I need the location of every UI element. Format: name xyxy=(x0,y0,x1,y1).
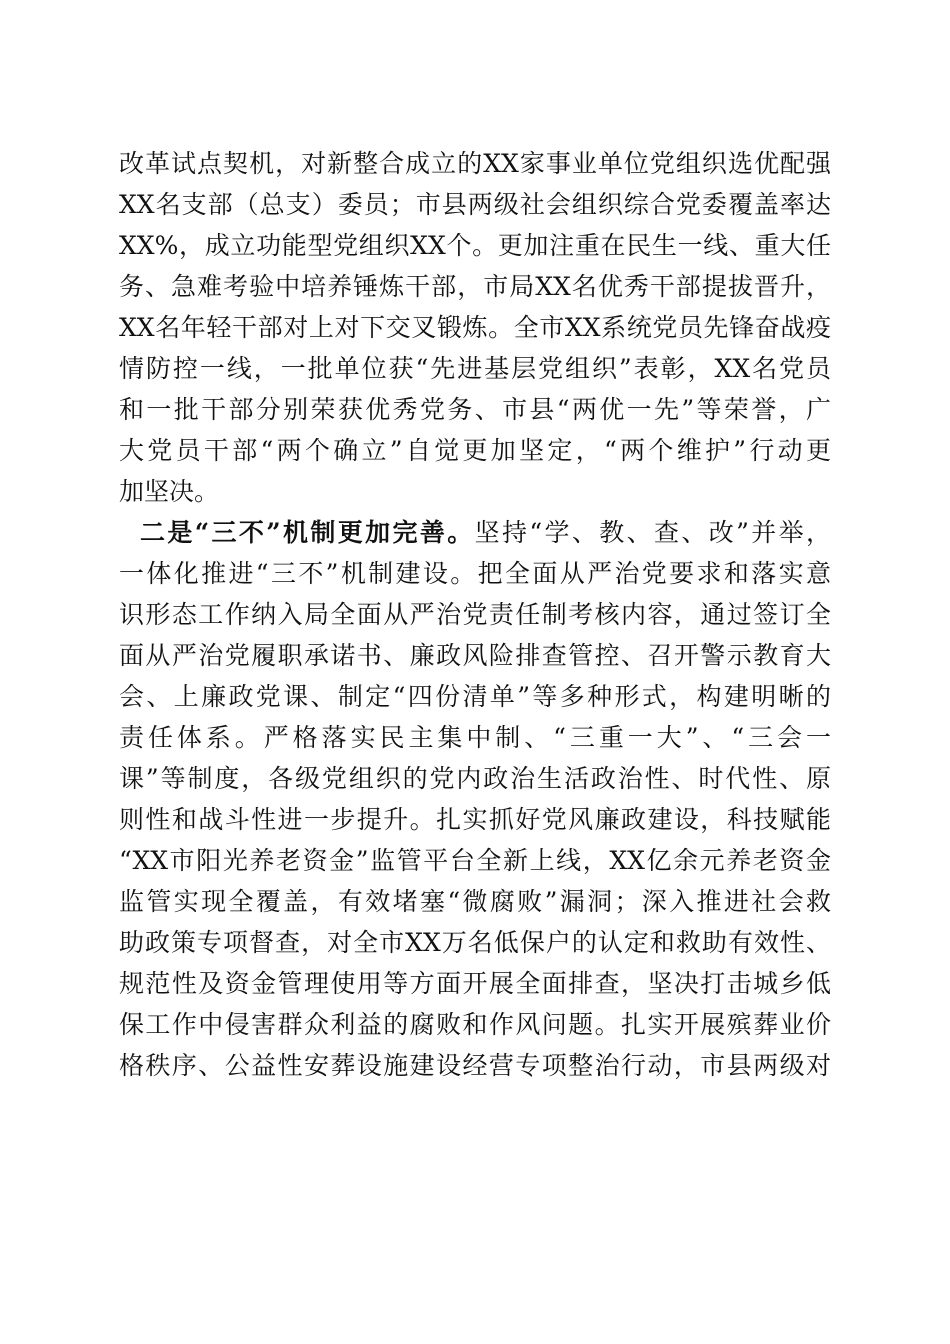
paragraph-2-line-13: 保工作中侵害群众利益的腐败和作风问题。扎实开展殡葬业价 xyxy=(119,1010,831,1039)
paragraph-1-line-7: 和一批干部分别荣获优秀党务、市县“两优一先”等荣誉，广 xyxy=(119,395,831,424)
paragraph-2-line-2: 一体化推进“三不”机制建设。把全面从严治党要求和落实意 xyxy=(119,559,831,588)
paragraph-2-line-1 xyxy=(119,512,831,553)
paragraph-2-line-5: 会、上廉政党课、制定“四份清单”等多种形式，构建明晰的 xyxy=(119,682,831,711)
paragraph-2-line-4: 面从严治党履职承诺书、廉政风险排查管控、召开警示教育大 xyxy=(119,641,831,670)
paragraph-2-line-8: 则性和战斗性进一步提升。扎实抓好党风廉政建设，科技赋能 xyxy=(119,805,831,834)
paragraph-2-line-10: 监管实现全覆盖，有效堵塞“微腐败”漏洞；深入推进社会救 xyxy=(119,887,831,916)
paragraph-1-line-2: XX名支部（总支）委员；市县两级社会组织综合党委覆盖率达 xyxy=(119,190,831,219)
paragraph-1-line-3: XX%，成立功能型党组织XX个。更加注重在民生一线、重大任 xyxy=(119,231,831,260)
paragraph-2-line-7: 课”等制度，各级党组织的党内政治生活政治性、时代性、原 xyxy=(119,764,831,793)
paragraph-2-line-12: 规范性及资金管理使用等方面开展全面排查，坚决打击城乡低 xyxy=(119,969,831,998)
paragraph-2-line-14: 格秩序、公益性安葬设施建设经营专项整治行动，市县两级对 xyxy=(119,1051,831,1080)
paragraph-2-line-9: “XX市阳光养老资金”监管平台全新上线，XX亿余元养老资金 xyxy=(119,846,831,875)
paragraph-1-line-8: 大党员干部“两个确立”自觉更加坚定，“两个维护”行动更 xyxy=(119,436,831,465)
document-body xyxy=(119,143,831,1086)
paragraph-1-line-6: 情防控一线，一批单位获“先进基层党组织”表彰，XX名党员 xyxy=(119,354,831,383)
paragraph-2-first-line-rest: 坚持“学、教、查、改”并举， xyxy=(474,518,831,547)
paragraph-1-line-1: 改革试点契机，对新整合成立的XX家事业单位党组织选优配强 xyxy=(119,149,831,178)
paragraph-1-line-5: XX名年轻干部对上对下交叉锻炼。全市XX系统党员先锋奋战疫 xyxy=(119,313,831,342)
paragraph-1-line-4: 务、急难考验中培养锤炼干部，市局XX名优秀干部提拔晋升， xyxy=(119,272,831,301)
paragraph-2-line-3: 识形态工作纳入局全面从严治党责任制考核内容，通过签订全 xyxy=(119,600,831,629)
paragraph-2-heading: 二是“三不”机制更加完善。 xyxy=(140,518,475,547)
paragraph-1-line-9: 加坚决。 xyxy=(119,477,220,506)
paragraph-2-line-6: 责任体系。严格落实民主集中制、“三重一大”、“三会一 xyxy=(119,723,831,752)
paragraph-2-line-11: 助政策专项督查，对全市XX万名低保户的认定和救助有效性、 xyxy=(119,928,831,957)
